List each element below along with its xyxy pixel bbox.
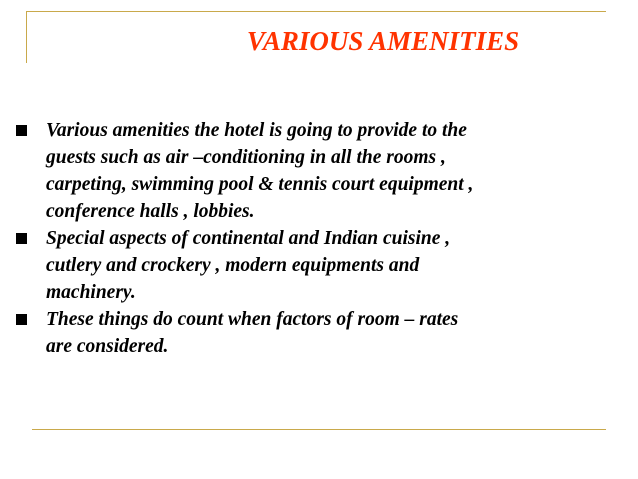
bullet-text: These things do count when factors of room – rates are considered. — [46, 309, 459, 357]
square-bullet-icon — [16, 233, 27, 244]
bullet-list — [16, 117, 606, 360]
slide-title: VARIOUS AMENITIES — [246, 26, 520, 56]
bullet-item — [16, 117, 606, 225]
bullet-text: Special aspects of continental and Indian cuisine , cutlery and crockery , modern equipments and machinery. — [46, 228, 451, 303]
top-divider-line — [26, 11, 606, 12]
square-bullet-icon — [16, 314, 27, 325]
bullet-item — [16, 225, 606, 306]
bullet-item — [16, 306, 606, 360]
square-bullet-icon — [16, 125, 27, 136]
bottom-divider-line — [32, 429, 606, 430]
bullet-text: Various amenities the hotel is going to provide to the guests such as air –conditioning in all the rooms , carpeting, swimming pool & tennis court equipment , conference halls , lobbies. — [46, 120, 474, 222]
